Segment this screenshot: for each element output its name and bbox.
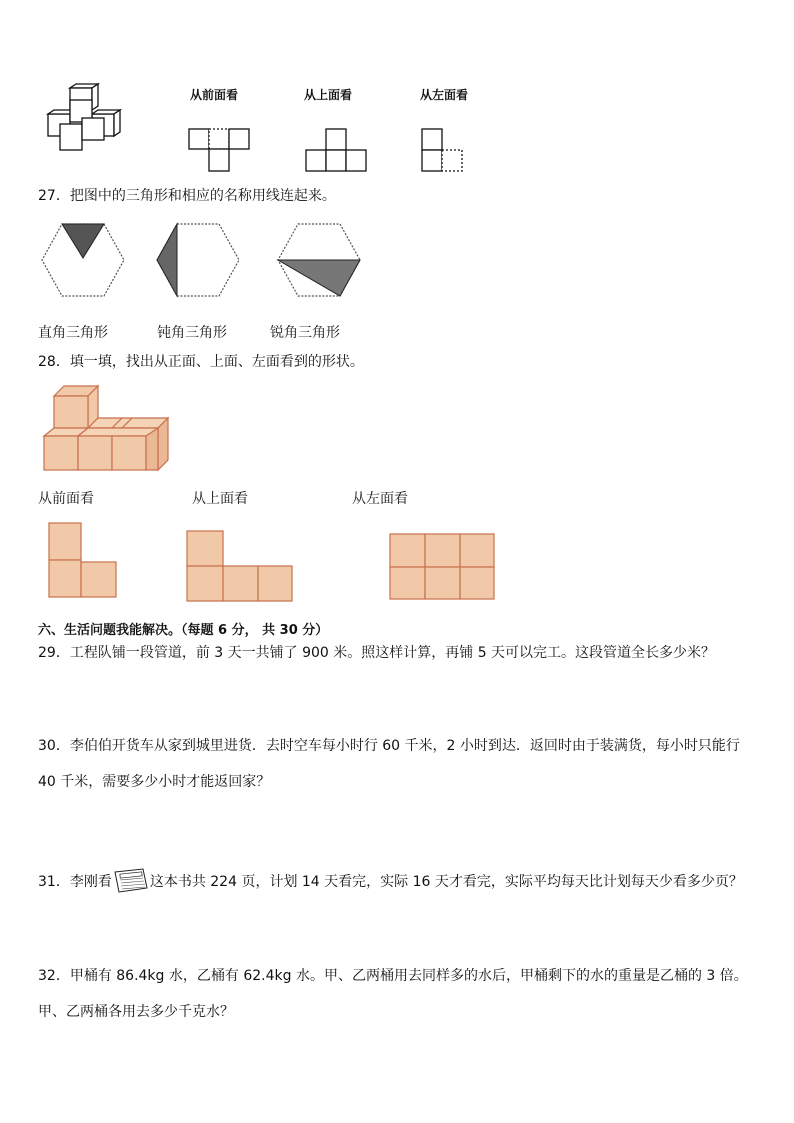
question-31: [38, 868, 743, 892]
section-6-title: 六、生活问题我能解决。（每题 6 分， 共 30 分）: [38, 623, 329, 638]
view-label-left-top: 从左面看: [420, 88, 469, 102]
hexagon-acute-triangle: [276, 222, 362, 298]
top-view-shape-2: [186, 530, 294, 602]
hexagon-obtuse-triangle: [155, 222, 241, 298]
left-view-shape-2: [389, 533, 497, 601]
hexagon-right-triangle: [40, 222, 126, 298]
view-label-front-top: 从前面看: [190, 88, 239, 102]
view-label-top-2: 从上面看: [192, 491, 248, 507]
book-icon: [113, 868, 149, 892]
colored-cube-stack: [44, 384, 174, 476]
question-30: 30．李伯伯开货车从家到城里进货．去时空车每小时行 60 千米，2 小时到达．返回时由于装满货，每小时只能行 40 千米，需要多少小时才能返回家？: [38, 738, 740, 790]
name-right-triangle: 直角三角形: [38, 325, 108, 341]
front-view-shape-2: [48, 522, 118, 600]
question-28: 28．填一填，找出从正面、上面、左面看到的形状。: [38, 354, 364, 370]
question-32: 32．甲桶有 86.4kg 水，乙桶有 62.4kg 水。甲、乙两桶用去同样多的水后，甲桶剩下的水的重量是乙桶的 3 倍。甲、乙两桶各用去多少千克水？: [38, 968, 748, 1020]
front-view-shape-1: [188, 128, 252, 174]
top-view-shape-1: [304, 128, 368, 174]
cube-stack-figure: [40, 84, 130, 156]
question-27: 27．把图中的三角形和相应的名称用线连起来。: [38, 188, 336, 204]
name-acute-triangle: 锐角三角形: [270, 325, 340, 341]
view-label-top-top: 从上面看: [304, 88, 353, 102]
view-label-left-2: 从左面看: [352, 491, 408, 507]
left-view-shape-1: [420, 128, 466, 174]
view-label-front-2: 从前面看: [38, 491, 94, 507]
question-31-suffix: 这本书共 224 页，计划 14 天看完，实际 16 天才看完，实际平均每天比计划每天少看多少页？: [149, 874, 743, 890]
name-obtuse-triangle: 钝角三角形: [157, 325, 227, 341]
question-29: 29．工程队铺一段管道，前 3 天一共铺了 900 米。照这样计算，再铺 5 天可以完工。这段管道全长多少米？: [38, 645, 716, 661]
question-31-prefix: 31．李刚看: [38, 874, 112, 890]
